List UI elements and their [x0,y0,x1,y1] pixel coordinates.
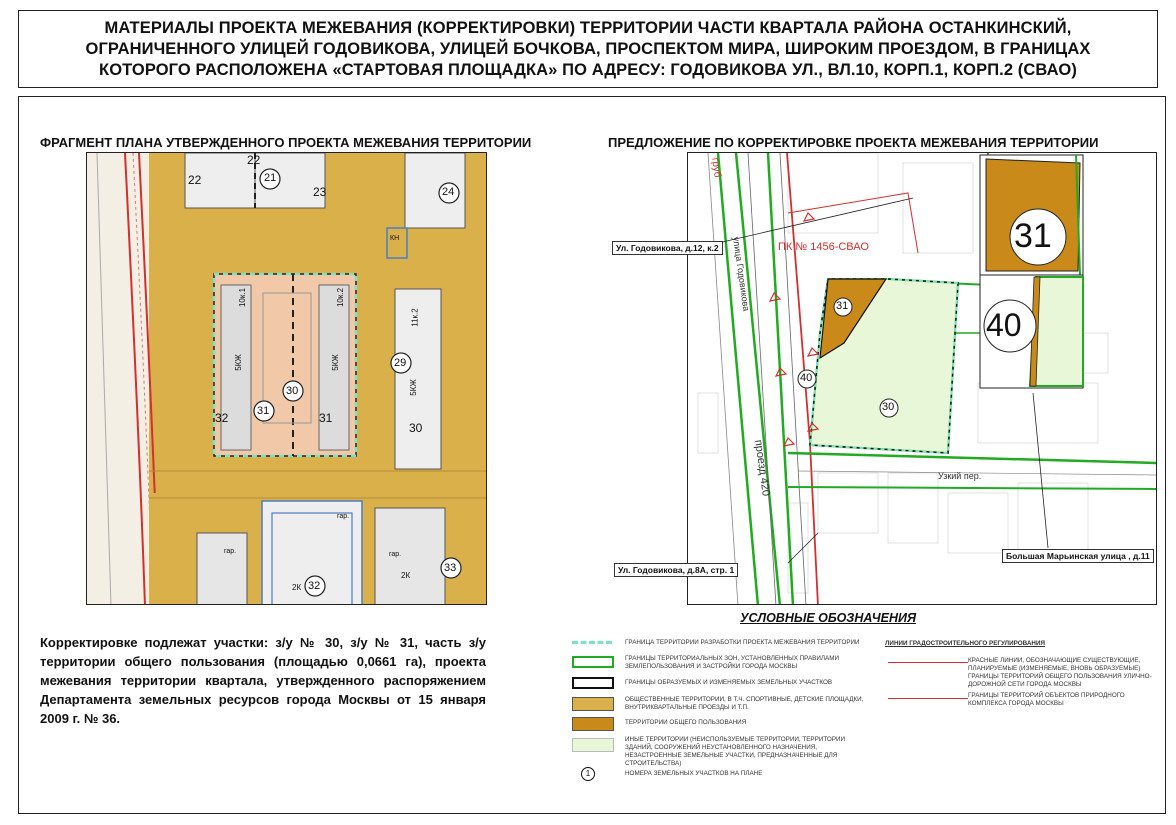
right-map[interactable] [687,152,1157,605]
building-2k-b: 2К [401,571,411,580]
legend-reg-title: ЛИНИИ ГРАДОСТРОИТЕЛЬНОГО РЕГУЛИРОВАНИЯ [885,640,1046,647]
legend-swatch-number: 1 [581,767,595,781]
kh-label: КН [390,235,400,242]
legend-item-2: ГРАНИЦЫ ТЕРРИТОРИАЛЬНЫХ ЗОН, УСТАНОВЛЕННЫХ ПРАВИЛАМИ ЗЕМЛЕПОЛЬЗОВАНИЯ И ЗАСТРОЙКИ ГОРОДА МОСКВЫ [625,655,839,670]
plot-30-label: 30 [286,385,299,397]
garage-label-1: гар. [224,548,237,555]
plot-22b-label: 22 [247,153,261,167]
gr-label: груб [709,157,723,179]
plot-29-label: 29 [394,357,407,369]
plot-31-label: 31 [836,300,849,312]
plot-30b-label: 30 [409,421,423,435]
legend-swatch-plots [572,677,614,689]
plot-31a-label: 31 [257,405,270,417]
building-10k1: 10к.1 [238,287,248,308]
correction-note: Корректировке подлежат участки: з/у № 30, з/у № 31, часть з/у территории общего пользования (площадью 0,0661 га), проекта межевания территории квартала, утвержденного распоряжением Департамента земельных ресурсов города Москвы от 15 января 2009 г. № 36. [40,635,486,726]
plot-22-label: 22 [188,173,202,187]
plot-32-label: 32 [215,411,229,425]
page-title: МАТЕРИАЛЫ ПРОЕКТА МЕЖЕВАНИЯ (КОРРЕКТИРОВКИ) ТЕРРИТОРИИ ЧАСТИ КВАРТАЛА РАЙОНА ОСТАНКИНСКИЙ, ОГРАНИЧЕННОГО УЛИЦЕЙ ГОДОВИКОВА, УЛИЦЕЙ БОЧКОВА, ПРОСПЕКТОМ МИРА, ШИРОКИМ ПРОЕЗДОМ, В ГРАНИЦАХ КОТОРОГО РАСПОЛОЖЕНА «СТАРТОВАЯ ПЛОЩАДКА» ПО АДРЕСУ: ГОДОВИКОВА УЛ., ВЛ.10, КОРП.1, КОРП.2 (СВАО) [85,18,1091,79]
plot-23-label: 23 [313,185,327,199]
inset-plot-31-label: 31 [1014,217,1052,255]
street-label-proezd: проезд 420 [752,439,772,497]
legend-swatch-dev-boundary [572,641,612,644]
legend-swatch-red-line [888,662,968,663]
building-2k-a: 2К [292,583,302,592]
legend-swatch-public [572,697,614,711]
plot-24-label: 24 [442,186,455,198]
left-map-caption: ФРАГМЕНТ ПЛАНА УТВЕРЖДЕННОГО ПРОЕКТА МЕЖЕВАНИЯ ТЕРРИТОРИИ [40,135,532,150]
legend-swatch-zone [572,656,614,668]
building-5kzh-1: 5КЖ [233,354,243,371]
building-5kzh-3: 5КЖ [408,379,418,396]
left-map-svg [87,153,487,605]
plot-32b-label: 32 [308,580,321,592]
legend-item-6: ИНЫЕ ТЕРРИТОРИИ (НЕИСПОЛЬЗУЕМЫЕ ТЕРРИТОРИИ, ТЕРРИТОРИИ ЗДАНИЙ, СООРУЖЕНИЙ НЕУСТАНОВЛЕННОГО НАЗНАЧЕНИЯ, НЕЗАСТРОЕННЫЕ ЗЕМЕЛЬНЫЕ УЧАСТКИ, ПРЕДНАЗНАЧЕННЫЕ ДЛЯ СТРОИТЕЛЬСТВА) [625,736,846,767]
callout-marinskaya-11: Большая Марьинская улица , д.11 [1002,549,1154,563]
building-11k2: 11к.2 [410,308,420,327]
legend-swatch-common [572,717,614,731]
street-label-godovikova: улица Годовикова [731,236,752,312]
legend-item-7: НОМЕРА ЗЕМЕЛЬНЫХ УЧАСТКОВ НА ПЛАНЕ [625,770,763,777]
legend-title: УСЛОВНЫЕ ОБОЗНАЧЕНИЯ [740,611,917,625]
legend-swatch-nature [888,698,968,699]
callout-godovikova-12k2: Ул. Годовикова, д.12, к.2 [612,241,723,255]
building-5kzh-2: 5КЖ [330,354,340,371]
plot-40-label: 40 [800,372,813,384]
plot-21-label: 21 [264,172,277,184]
title-box [18,10,1158,88]
garage-label-3: гар. [337,513,350,520]
callout-godovikova-8a: Ул. Годовикова, д.8А, стр. 1 [614,563,738,577]
legend-reg-item-1: КРАСНЫЕ ЛИНИИ, ОБОЗНАЧАЮЩИЕ СУЩЕСТВУЮЩИЕ, ПЛАНИРУЕМЫЕ (ИЗМЕНЯЕМЫЕ, ВНОВЬ ОБРАЗУЕМЫЕ) ГРАНИЦЫ ТЕРРИТОРИЙ ОБЩЕГО ПОЛЬЗОВАНИЯ УЛИЧНО-ДОРОЖНОЙ СЕТИ ГОРОДА МОСКВЫ [968,657,1152,688]
legend-item-5: ТЕРРИТОРИИ ОБЩЕГО ПОЛЬЗОВАНИЯ [625,719,747,726]
left-map[interactable] [86,152,487,605]
right-map-caption: ПРЕДЛОЖЕНИЕ ПО КОРРЕКТИРОВКЕ ПРОЕКТА МЕЖЕВАНИЯ ТЕРРИТОРИИ [608,135,1099,150]
street-label-uzky: Узкий пер. [938,471,982,481]
legend-swatch-other [572,738,614,752]
legend-item-4: ОБЩЕСТВЕННЫЕ ТЕРРИТОРИИ, В Т.Ч. СПОРТИВНЫЕ, ДЕТСКИЕ ПЛОЩАДКИ, ВНУТРИКВАРТАЛЬНЫЕ ПРОЕЗДЫ И Т.П. [625,696,864,711]
building-10k2: 10к.2 [336,287,346,308]
legend-item-1: ГРАНИЦА ТЕРРИТОРИИ РАЗРАБОТКИ ПРОЕКТА МЕЖЕВАНИЯ ТЕРРИТОРИИ [625,639,860,646]
inset-plot-40-label: 40 [986,307,1022,343]
garage-label-2: гар. [389,551,402,558]
pk-label: ПК № 1456-СВАО [778,241,869,253]
legend-reg-item-2: ГРАНИЦЫ ТЕРРИТОРИЙ ОБЪЕКТОВ ПРИРОДНОГО КОМПЛЕКСА ГОРОДА МОСКВЫ [968,692,1125,707]
plot-31b-label: 31 [319,411,333,425]
legend-item-3: ГРАНИЦЫ ОБРАЗУЕМЫХ И ИЗМЕНЯЕМЫХ ЗЕМЕЛЬНЫХ УЧАСТКОВ [625,679,833,686]
plot-30-label: 30 [882,401,895,413]
plot-33-label: 33 [444,562,457,574]
right-map-svg [688,153,1157,605]
